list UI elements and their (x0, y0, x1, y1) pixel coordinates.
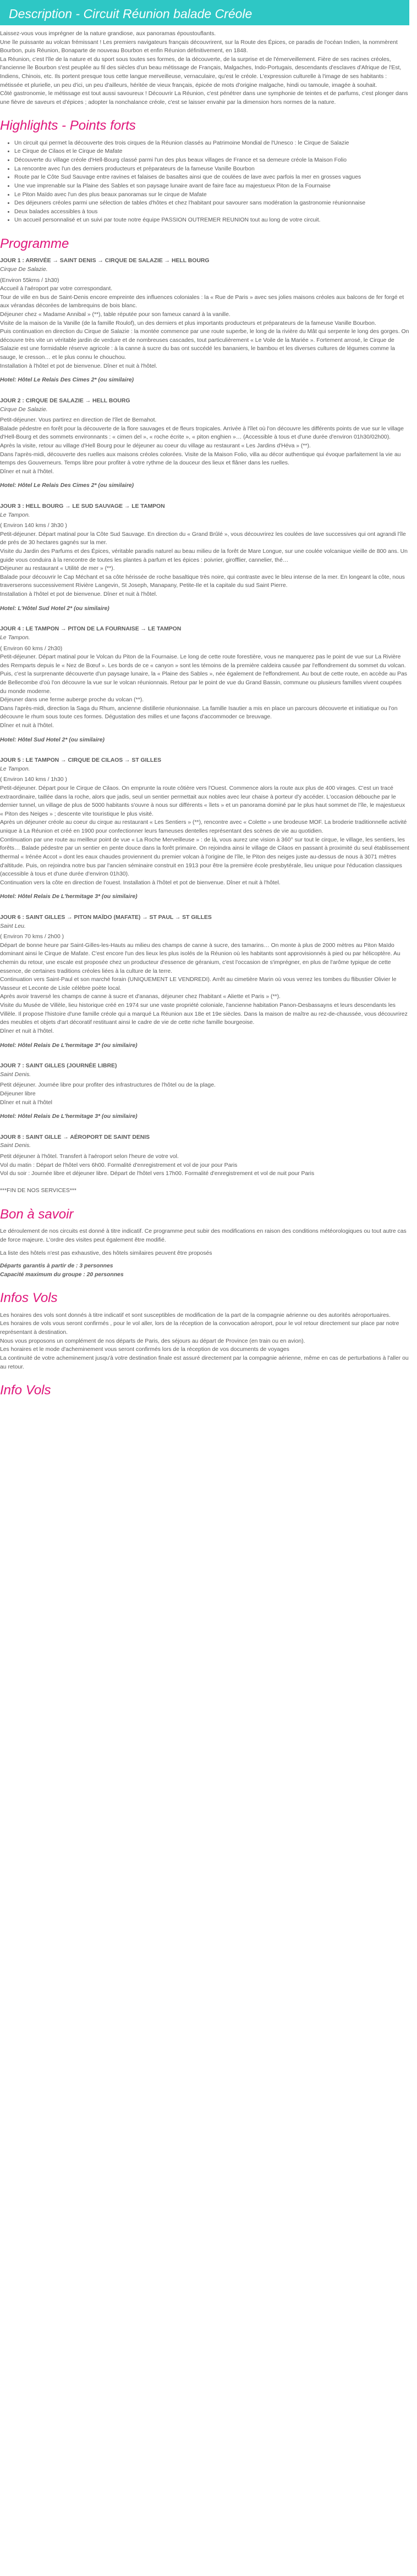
day-title: JOUR 8 : SAINT GILLE → AÉROPORT DE SAINT DENIS (0, 1134, 150, 1140)
day-line: Vol du soir : Journée libre et déjeuner libre. Départ de l'hôtel vers 17h00. Formalité d'enregistrement et vol de nuit pour Paris (0, 1171, 315, 1177)
intro-paragraph: Côté gastronomie, le métissage est tout aussi savoureux ! Découvrir La Réunion, c'est pénétrer dans une symphonie de teintes et de parfums, c'est plonger dans une fièvre de saveurs et d'épices ; adopter la nonchalance créole, c'est se laisser envahir par la dimension hors normes de la nature. (0, 91, 408, 106)
day-line: Installation à l'hôtel et pot de bienvenue. Dîner et nuit à l'hôtel. (0, 591, 157, 598)
day-line: Dîner et nuit à l'hôtel. (0, 723, 54, 729)
good-to-know-para: La liste des hôtels n'est pas exhaustive, des hôtels similaires peuvent être proposés (0, 1250, 212, 1256)
infos-vols-section (0, 1311, 409, 1371)
day-line: Visite du Musée de Villèle, lieu historique créé en 1974 sur une vaste propriété coloniale, l'ancienne habitation Panon-Desbassayns et leurs descendants les Villèle. Il propose l'histoire d'une famille créole qui a marqué La Réunion aux 18e et 19e siècles. Dans la maison de maître au rez-de-chaussée, vous découvrirez des meubles et objets d'art décoratif restituant ainsi le cadre de vie de cette riche famille bourgeoise. (0, 1002, 408, 1026)
day-line: Petit-déjeuner. Départ pour le Cirque de Cilaos. On emprunte la route côtière vers l'Ouest. Commence alors la route aux plus de 400 virages. C'est un tracé extraordinaire, taillée dans la roche, alors que jadis, seul un sentier permettait aux nobles avec leur chaise à porteur d'y accéder. L'occasion débouche par le dernier tunnel, un village de plus de 5000 habitants s'ouvre à nous sur différents « îlets » et un panorama dominé par le plus haut sommet de l'île, le majestueux « Piton des Neiges » ; descente vite touristique le plus visité. (0, 785, 405, 817)
day-hotel: Hotel: Hôtel Le Relais Des Cimes 2* (ou similaire) (0, 377, 134, 384)
day-line: Dîner et nuit à l'hôtel. (0, 1028, 54, 1034)
day-line: Dans l'après-midi, direction la Saga du Rhum, ancienne distillerie réunionnaise. La famille Isautier a mis en place un parcours découverte et initiatique ou l'on découvre le rhum sous toute ces formes. Dégustation des milles et une façons d'accommoder ce breuvage. (0, 705, 398, 721)
intro-paragraph: Une île puissante au volcan frémissant ! Les premiers navigateurs français découvrirent, sur la Route des Épices, ce paradis de l'océan Indien, la nommèrent Bourbon, puis Réunion, Bonaparte de nouveau Bourbon et enfin Réunion définitivement, en 1848. (0, 39, 398, 54)
day-line: Visite du Jardin des Parfums et des Épices, véritable paradis naturel au beau milieu de la forêt de Mare Longue, sur une coulée volcanique vieille de 800 ans. Un guide vous conduira à la rencontre de toutes les plantes à parfum et les épices : poivrier, girofflier, cannelier, thé… (0, 549, 408, 563)
day-hotel: Hotel: Hôtel Le Relais Des Cimes 2* (ou similaire) (0, 483, 134, 489)
day-line: Vol du matin : Départ de l'hôtel vers 6h00. Formalité d'enregistrement et vol de jour pour Paris (0, 1162, 238, 1168)
day-title: JOUR 4 : LE TAMPON → PITON DE LA FOURNAISE → LE TAMPON (0, 626, 182, 633)
infos-vols-para: Les horaires et le mode d'acheminement vous seront confirmés lors de la réception de vos documents de voyages (0, 1347, 289, 1353)
highlight-item: • La rencontre avec l'un des derniers producteurs et préparateurs de la fameuse Vanille Bourbon (14, 165, 409, 174)
day-line: Visite de la maison de la Vanille (de la famille Roulof), un des derniers et plus importants producteurs et préparateurs de la fameuse Vanille Bourbon. (0, 320, 376, 326)
day-line: Petit-déjeuner. Départ matinal pour le Volcan du Piton de la Fournaise. Le long de cette route forestière, vous ne manquerez pas le point de vue sur La Rivière des Remparts depuis le « Nez de Bœuf ». Les bords de ce « canyon » sont les témoins de la première caldeira causée par l'effondrement du sommet du volcan. Puis, c'est la surprenante découverte d'un paysage lunaire, la « Plaine des Sables », née également de l'effondrement. Au bout de cette route, en accède au Pas de Bellecombe d'où l'on découvre la vue sur le volcan réunionnais. Retour par le point de vue du Grand Bassin, commune ou plusieurs familles vivent coupées du monde moderne. (0, 654, 407, 695)
infos-vols-heading: Infos Vols (0, 1290, 58, 1306)
day-line: ( Environ 140 kms / 1h30 ) (0, 777, 67, 783)
day-line: Dîner et nuit à l'hôtel. (0, 468, 54, 475)
page-title: Description - Circuit Réunion balade Créole (0, 0, 409, 25)
day-line: Dans l'après-midi, découverte des ruelles aux maisons créoles colorées. Visite de la Maison Folio, villa au décor authentique qui évoque parfaitement la vie au temps des Gouverneurs. Temps libre pour profiter à votre rythme de la douceur des lieux et flâner dans les ruelles. (0, 451, 401, 467)
intro-paragraph: Laissez-vous vous imprégner de la nature grandiose, aux panoramas époustouflants. (0, 31, 216, 37)
highlight-item: • Route par le Côte Sud Sauvage entre ravines et falaises de basaltes ainsi que de coulées de lave avec parfois la mer en grosses vagues (14, 173, 409, 182)
day-place: Saint Denis. (0, 1071, 31, 1078)
good-to-know-section (0, 1227, 409, 1279)
departures-guaranteed: Départs garantis à partir de : 3 personnes (0, 1263, 113, 1270)
day-line: Continuation vers Saint-Paul et son marché forain (UNIQUEMENT LE VENDREDI). Arrêt au cimetière Marin où vous verrez les tombes du flibustier Olivier le Vasseur et Leconte de Lisle célèbre poète local. (0, 977, 397, 991)
day-title: JOUR 2 : CIRQUE DE SALAZIE → HELL BOURG (0, 397, 130, 404)
day-title: JOUR 3 : HELL BOURG → LE SUD SAUVAGE → LE TAMPON (0, 503, 165, 509)
intro-section (0, 30, 409, 107)
day-place: Le Tampon. (0, 766, 30, 772)
infos-vols-para: Nous vous proposons un complément de nos départs de Paris, des séjours au départ de Province (en train ou en avion). (0, 1338, 305, 1344)
day-place: Saint Leu. (0, 923, 26, 929)
highlights-heading: Highlights - Points forts (0, 118, 136, 134)
day-hotel: Hotel: L'Hôtel Sud Hotel 2* (ou similaire) (0, 605, 109, 612)
day-place: Cirque De Salazie. (0, 266, 48, 273)
day-hotel: Hotel: Hôtel Relais De L'hermitage 3* (ou similaire) (0, 1042, 138, 1049)
day-hotel: Hotel: Hôtel Relais De L'hermitage 3* (ou similaire) (0, 1114, 138, 1120)
day-block (0, 257, 409, 385)
day-line: ( Environ 140 kms / 3h30 ) (0, 523, 67, 529)
highlight-item: • Le Piton Maïdo avec l'un des plus beaux panoramas sur le cirque de Mafate (14, 191, 409, 200)
day-line: Déjeuner dans une ferme auberge proche du volcan (**). (0, 697, 144, 703)
highlight-item: • Deux balades accessibles à tous (14, 208, 409, 217)
day-line: Petit-déjeuner. Vous partirez en direction de l'îlet de Bemahot. (0, 417, 157, 424)
good-to-know-heading: Bon à savoir (0, 1207, 74, 1222)
day-line: Déjeuner au restaurant « Utilité de mer » (**). (0, 566, 115, 572)
infos-vols-para: Les horaires des vols sont donnés à titre indicatif et sont susceptibles de modification de la part de la compagnie aérienne ou des autorités aéroportuaires. (0, 1312, 391, 1319)
info-vols-heading: Info Vols (0, 1383, 51, 1398)
highlight-item: • Découverte du village créole d'Hell-Bourg classé parmi l'un des plus beaux villages de France et sa demeure créole la Maison Folio (14, 156, 409, 165)
day-hotel: Hotel: Hôtel Relais De L'hermitage 3* (ou similaire) (0, 894, 138, 900)
infos-vols-para: Les horaires de vols vous seront confirmés , pour le vol aller, lors de la réception de la convocation aéroport, pour le vol retour directement sur place par notre représentant à destination. (0, 1321, 399, 1336)
day-line: Après la visite, retour au village d'Hell Bourg pour le déjeuner au coeur du village au restaurant « Les Jardins d'Héva » (**). (0, 442, 311, 449)
infos-vols-para: La continuité de votre acheminement jusqu'à votre destination finale est assuré directement par la compagnie aérienne, même en cas de perturbations à l'aller ou au retour. (0, 1355, 409, 1370)
day-line: Balade pédestre en forêt pour la découverte de la flore sauvages et de fleurs tropicales. Arrivée à l'îlet où l'on découvre les différents points de vue sur le village d'Hell-Bourg et des sommets environnants : « cimen del », « roche écrite », « piton enghien »… (Accessible à tous et d'une durée d'environ 01h30/02h00). (0, 425, 404, 441)
day-line: Continuation vers la côte en direction de l'ouest. Installation à l'hôtel et pot de bienvenue. Dîner et nuit à l'hôtel. (0, 879, 281, 886)
day-line: Petit déjeuner à l'hôtel. Transfert à l'aéroport selon l'heure de votre vol. (0, 1153, 179, 1160)
highlight-item: • Des déjeuners créoles parmi une sélection de tables d'hôtes et chez l'habitant pour savourer sans modération la gastronomie réunionnaise (14, 199, 409, 208)
day-block (0, 1062, 409, 1121)
day-line: Déjeuner chez « Madame Annibal » (**), table réputée pour son fameux canard à la vanille. (0, 312, 231, 318)
day-line (0, 1178, 409, 1187)
day-title: JOUR 6 : SAINT GILLES → PITON MAÏDO (MAFATE) → ST PAUL → ST GILLES (0, 914, 212, 921)
day-place: Cirque De Salazie. (0, 406, 48, 413)
day-block (0, 913, 409, 1050)
day-line: (Environ 55kms / 1h30) (0, 277, 59, 284)
highlights-list (0, 139, 409, 225)
day-block (0, 502, 409, 613)
day-line: ( Environ 60 kms / 2h30) (0, 645, 63, 652)
day-line: Installation à l'hôtel et pot de bienvenue. Dîner et nuit à l'hôtel. (0, 363, 157, 369)
programme-days (0, 257, 409, 1195)
day-line: Départ de bonne heure par Saint-Gilles-les-Hauts au milieu des champs de canne à sucre, des tamarins… On monte à plus de 2000 mètres au Piton Maïdo dominant ainsi le Cirque de Mafate. C'est encore l'un des lieux les plus isolés de la Réunion où les habitants sont approvisionnés à pied ou par hélicoptère. Au chemin du retour, une escale est proposée chez un producteur d'essence de géranium, c'est l'occasion de s'imprégner, en plus de l'arôme typique de cette essence, de certaines traditions créoles liées à la culture de la terre. (0, 942, 400, 974)
intro-paragraph: La Réunion, c'est l'île de la nature et du sport sous toutes ses formes, de la découverte, de la surprise et de l'émerveillement. Fière de ses racines créoles, l'ancienne île Bourbon s'est peuplée au fil des siècles d'un beau métissage de Français, Malgaches, Indo-Portugais, descendants d'esclaves d'Afrique de l'Est, Indiens, Chinois, etc. Ils portent presque tous cette langue merveilleuse, vernaculaire, qu'est le créole. L'expression culturelle à l'image de ses habitants : métissée et plurielle, un peu d'ici, un peu d'ailleurs, héritée de vieux français, épicée de mots d'origine malgache, hindi ou tamoule, imagée à souhait. (0, 56, 402, 88)
day-title: JOUR 7 : SAINT GILLES (JOURNÉE LIBRE) (0, 1063, 117, 1070)
day-title: JOUR 5 : LE TAMPON → CIRQUE DE CILAOS → ST GILLES (0, 757, 162, 764)
day-line: Petit déjeuner. Journée libre pour profiter des infrastructures de l'hôtel ou de la plage. (0, 1082, 216, 1089)
day-block (0, 1133, 409, 1195)
programme-heading: Programme (0, 236, 69, 251)
day-line: Continuation par une route au meilleur point de vue « La Roche Merveilleuse » : de là, vous aurez une vision à 360° sur tout le cirque, le village, les sentiers, les forêts… Balade pédestre par un sentier en pente douce dans la forêt primaire. On rejoindra ainsi le village de Cilaos en passant à proximité du seul établissement thermal « Irénée Accot » dont les eaux chaudes proviennent du premier volcan à l'origine de l'île, le Piton des neiges juste au-dessus de nous à 3071 mètres d'altitude. Puis, on rejoindra notre bus par l'ancien séminaire construit en 1913 pour être la première école presbytérale, lieu unique pour l'éducation classiques (accessible à tous et d'une durée d'environ 01h30). (0, 836, 409, 878)
highlight-item: • Un circuit qui permet la découverte des trois cirques de la Réunion classés au Patrimoine Mondial de l'Unesco : le Cirque de Salazie (14, 139, 409, 148)
day-place: Saint Denis. (0, 1143, 31, 1149)
day-hotel: Hotel: Hôtel Sud Hotel 2* (ou similaire) (0, 736, 105, 743)
highlight-item: • Un accueil personnalisé et un suivi par toute notre équipe PASSION OUTREMER REUNION tout au long de votre circuit. (14, 216, 409, 225)
day-line: Déjeuner libre (0, 1090, 36, 1097)
day-line: ***FIN DE NOS SERVICES*** (0, 1188, 76, 1194)
day-place: Le Tampon. (0, 634, 30, 641)
day-title: JOUR 1 : ARRIVÉE → SAINT DENIS → CIRQUE DE SALAZIE → HELL BOURG (0, 258, 210, 264)
good-to-know-para: Le déroulement de nos circuits est donné à titre indicatif. Ce programme peut subir des modifications en raison des conditions météorologiques ou tout autre cas de force majeure. L'ordre des visites peut également être modifié. (0, 1228, 407, 1244)
day-block (0, 756, 409, 901)
day-block (0, 397, 409, 490)
day-line: Balade pour découvrir le Cap Méchant et sa côte hérissée de roche basaltique très noire, qui contraste avec le bleu intense de la mer. En longeant la côte, nous traverserons successivement Rivière Langevin, St Joseph, Manapany, Petite-Ile et la capitale du sud Saint Pierre. (0, 574, 405, 589)
day-line: Tour de ville en bus de Saint-Denis encore empreinte des influences coloniales : la « Rue de Paris » avec ses jolies maisons créoles aux balcons de fer forgé et aux vérandas décorées de lambrequins de bois blanc. (0, 294, 404, 309)
day-line: Puis continuation en direction du Cirque de Salazie : la montée commence par une route superbe, le long de la rivière du Mât qui serpente le long des gorges. On découvre très vite un véritable jardin de verdure et de nombreuses cascades, tout particulièrement « Le Voile de la Mariée ». Fortement arrosé, le Cirque de Salazie est une formidable réserve agricole : à la canne à sucre du bas ont succédé les bananiers, le bambou et les diverses cultures de légumes comme la sauge, le cresson… et le plus connu le chouchou. (0, 329, 409, 361)
day-place: Le Tampon. (0, 512, 30, 518)
highlight-item: • Une vue imprenable sur la Plaine des Sables et son paysage lunaire avant de faire face au majestueux Piton de la Fournaise (14, 182, 409, 191)
day-block (0, 625, 409, 744)
day-line: Après avoir traversé les champs de canne à sucre et d'ananas, déjeuner chez l'habitant « Aliette et Paris » (**). (0, 994, 281, 1000)
day-line: Dîner et nuit à l'hôtel (0, 1099, 52, 1106)
group-capacity: Capacité maximum du groupe : 20 personnes (0, 1271, 124, 1278)
day-line: ( Environ 70 kms / 2h00 ) (0, 934, 64, 940)
highlight-item: • Le Cirque de Cilaos et le Cirque de Mafate (14, 147, 409, 156)
day-line: Petit-déjeuner. Départ matinal pour la Côte Sud Sauvage. En direction du « Grand Brûlé », vous découvrirez les coulées de lave successives qui ont agrandi l'île de prés de 30 hectares gagnés sur la mer. (0, 531, 406, 546)
day-line: Accueil à l'aéroport par votre correspondant. (0, 286, 113, 292)
day-line: Après un déjeuner créole au coeur du cirque au restaurant « Les Sentiers » (**), rencontre avec « Colette » une brodeuse MOF. La broderie traditionnelle activité unique à La Réunion et créé en 1900 pour confectionner leurs fameuses dentelles représentant des scènes de vie au quotidien. (0, 819, 407, 835)
